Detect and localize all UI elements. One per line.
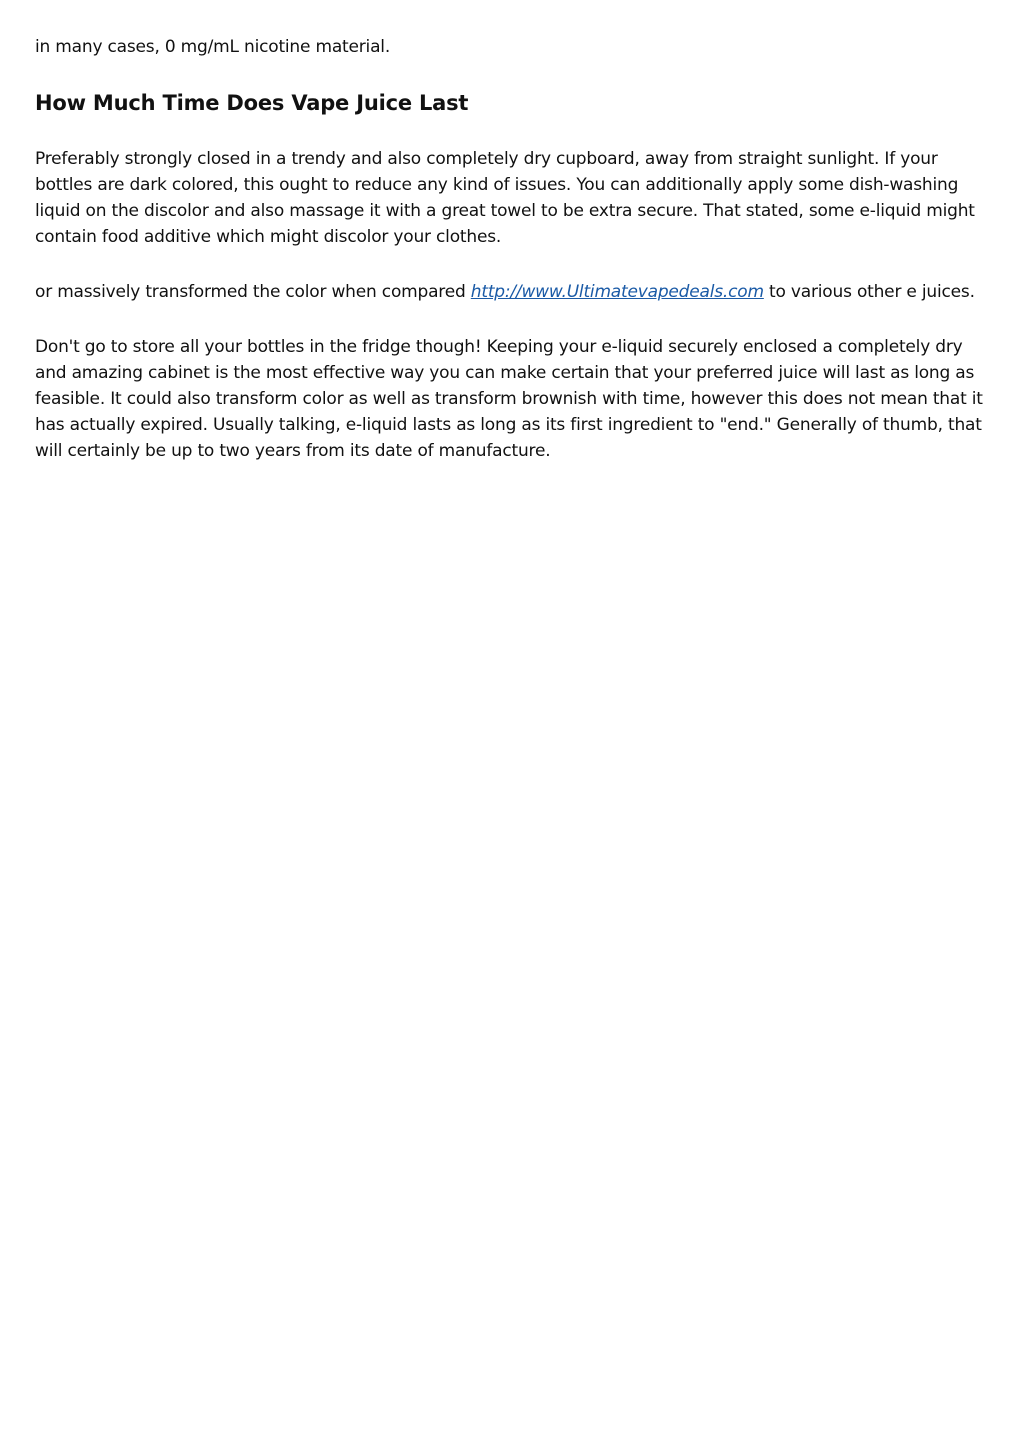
paragraph-color: [35, 279, 985, 305]
paragraph-fridge: Don't go to store all your bottles in the fridge though! Keeping your e-liquid securely enclosed a completely dry and amazing cabinet is the most effective way you can make certain that your preferred juice will last as long as feasible. It could also transform color as well as transform brownish with time, however this does not mean that it has actually expired. Usually talking, e-liquid lasts as long as its first ingredient to "end." Generally of thumb, that will certainly be up to two years from its date of manufacture.: [35, 337, 983, 461]
intro-line: in many cases, 0 mg/mL nicotine material.: [35, 37, 391, 57]
paragraph-color-before-link: or massively transformed the color when compared: [35, 282, 471, 302]
paragraph-storage: Preferably strongly closed in a trendy and also completely dry cupboard, away from straight sunlight. If your bottles are dark colored, this ought to reduce any kind of issues. You can additionally apply some dish-washing liquid on the discolor and also massage it with a great towel to be extra secure. That stated, some e-liquid might contain food additive which might discolor your clothes.: [35, 149, 975, 247]
paragraph-color-after-link: to various other e juices.: [763, 282, 975, 302]
section-heading: How Much Time Does Vape Juice Last: [35, 91, 469, 115]
ultimatevapedeals-link[interactable]: http://www.Ultimatevapedeals.com: [470, 282, 764, 302]
document-page: [35, 34, 985, 464]
